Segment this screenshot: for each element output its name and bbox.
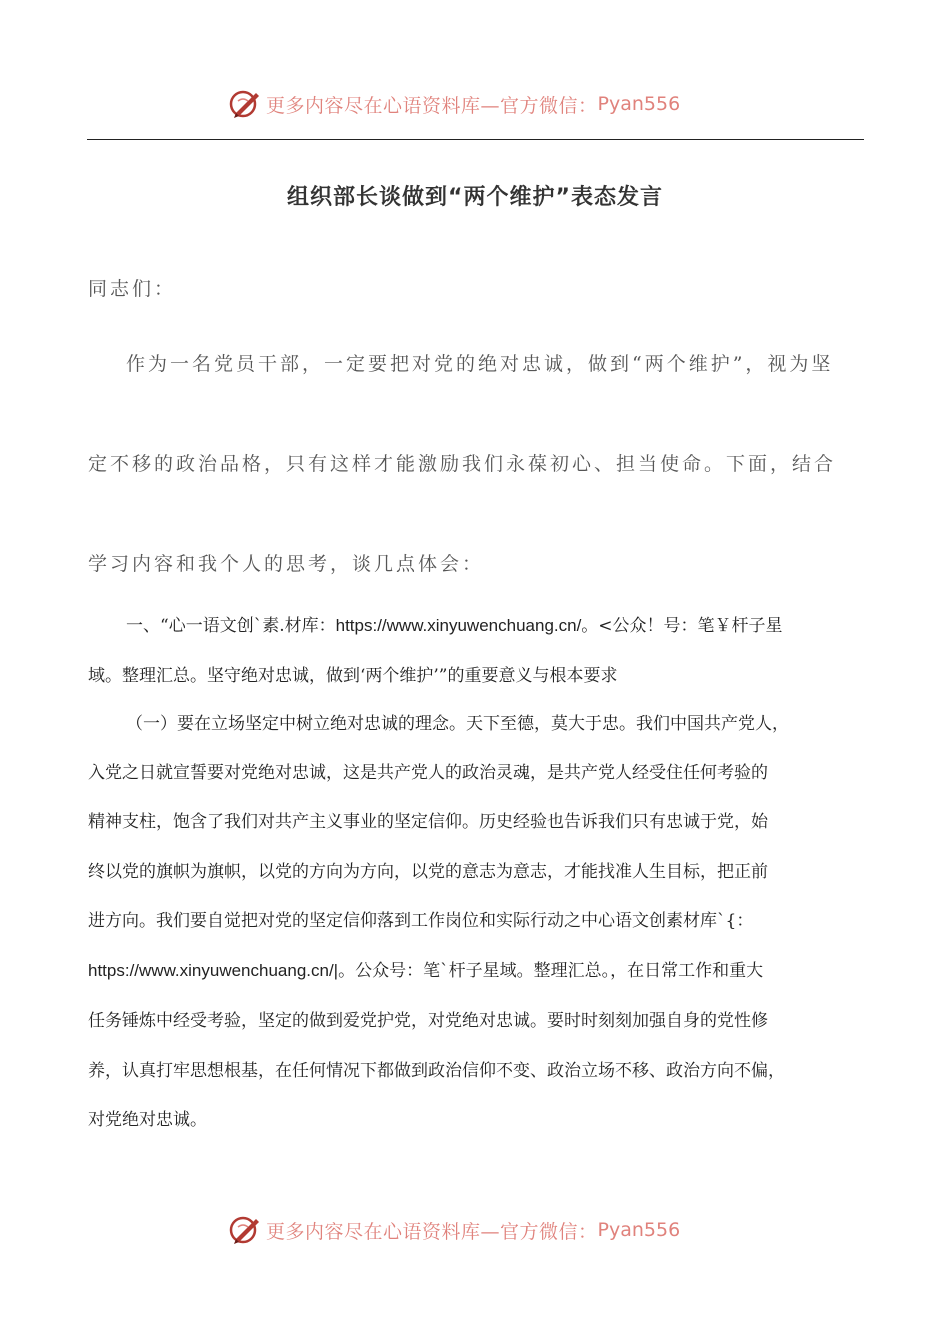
footer-banner — [228, 1212, 680, 1248]
paragraph-line-2: 入党之日就宣誓要对党绝对忠诚，这是共产党人的政治灵魂，是共产党人经受住任何考验的 — [88, 763, 768, 783]
intro-line-2: 定不移的政治品格，只有这样才能激励我们永葆初心、担当使命。下面，结合 — [88, 453, 837, 475]
paragraph-line-3: 精神支柱，饱含了我们对共产主义事业的坚定信仰。历史经验也告诉我们只有忠诚于党，始 — [88, 812, 768, 832]
section-heading-line-2: 域。整理汇总。坚守绝对忠诚，做到‘两个维护’”的重要意义与根本要求 — [88, 666, 618, 686]
banner-text: 更多内容尽在心语资料库—官方微信： — [266, 94, 598, 117]
pen-logo-icon — [228, 1213, 262, 1247]
section-heading-url: https://www.xinyuwenchuang.cn/ — [335, 616, 582, 635]
section-heading-suffix: 。<公众！号：笔￥杆子星 — [581, 616, 783, 636]
paragraph-line-9: 对党绝对忠诚。 — [88, 1110, 207, 1130]
footer-banner-wechat-id: Pyan556 — [597, 1219, 681, 1241]
paragraph-line-5: 进方向。我们要自觉把对党的坚定信仰落到工作岗位和实际行动之中心语文创素材库`{： — [88, 911, 754, 931]
intro-line-1: 作为一名党员干部，一定要把对党的绝对忠诚，做到“两个维护”，视为坚 — [126, 353, 834, 375]
section-heading-line-1 — [126, 611, 783, 636]
header-banner — [228, 86, 680, 122]
salutation: 同志们： — [88, 278, 177, 300]
paragraph-line-8: 养，认真打牢思想根基，在任何情况下都做到政治信仰不变、政治立场不移、政治方向不偏， — [88, 1061, 785, 1081]
document-title: 组织部长谈做到“两个维护”表态发言 — [287, 185, 663, 210]
paragraph-url: https://www.xinyuwenchuang.cn/| — [88, 961, 339, 980]
paragraph-line-6-rest: 。公众号：笔`杆子星域。整理汇总。，在日常工作和重大 — [338, 961, 764, 981]
header-divider — [87, 139, 864, 140]
paragraph-line-6 — [88, 956, 763, 981]
intro-line-3: 学习内容和我个人的思考，谈几点体会： — [88, 553, 485, 575]
paragraph-line-7: 任务锤炼中经受考验，坚定的做到爱党护党，对党绝对忠诚。要时时刻刻加强自身的党性修 — [88, 1011, 768, 1031]
paragraph-line-1: （一）要在立场坚定中树立绝对忠诚的理念。天下至德，莫大于忠。我们中国共产党人， — [126, 714, 789, 734]
pen-logo-icon — [228, 87, 262, 121]
banner-wechat-id: Pyan556 — [597, 93, 681, 115]
paragraph-line-4: 终以党的旗帜为旗帜，以党的方向为方向，以党的意志为意志，才能找准人生目标，把正前 — [88, 862, 768, 882]
section-heading-prefix: 一、“心一语文创`素.材库： — [126, 616, 336, 636]
footer-banner-text: 更多内容尽在心语资料库—官方微信： — [266, 1220, 598, 1243]
